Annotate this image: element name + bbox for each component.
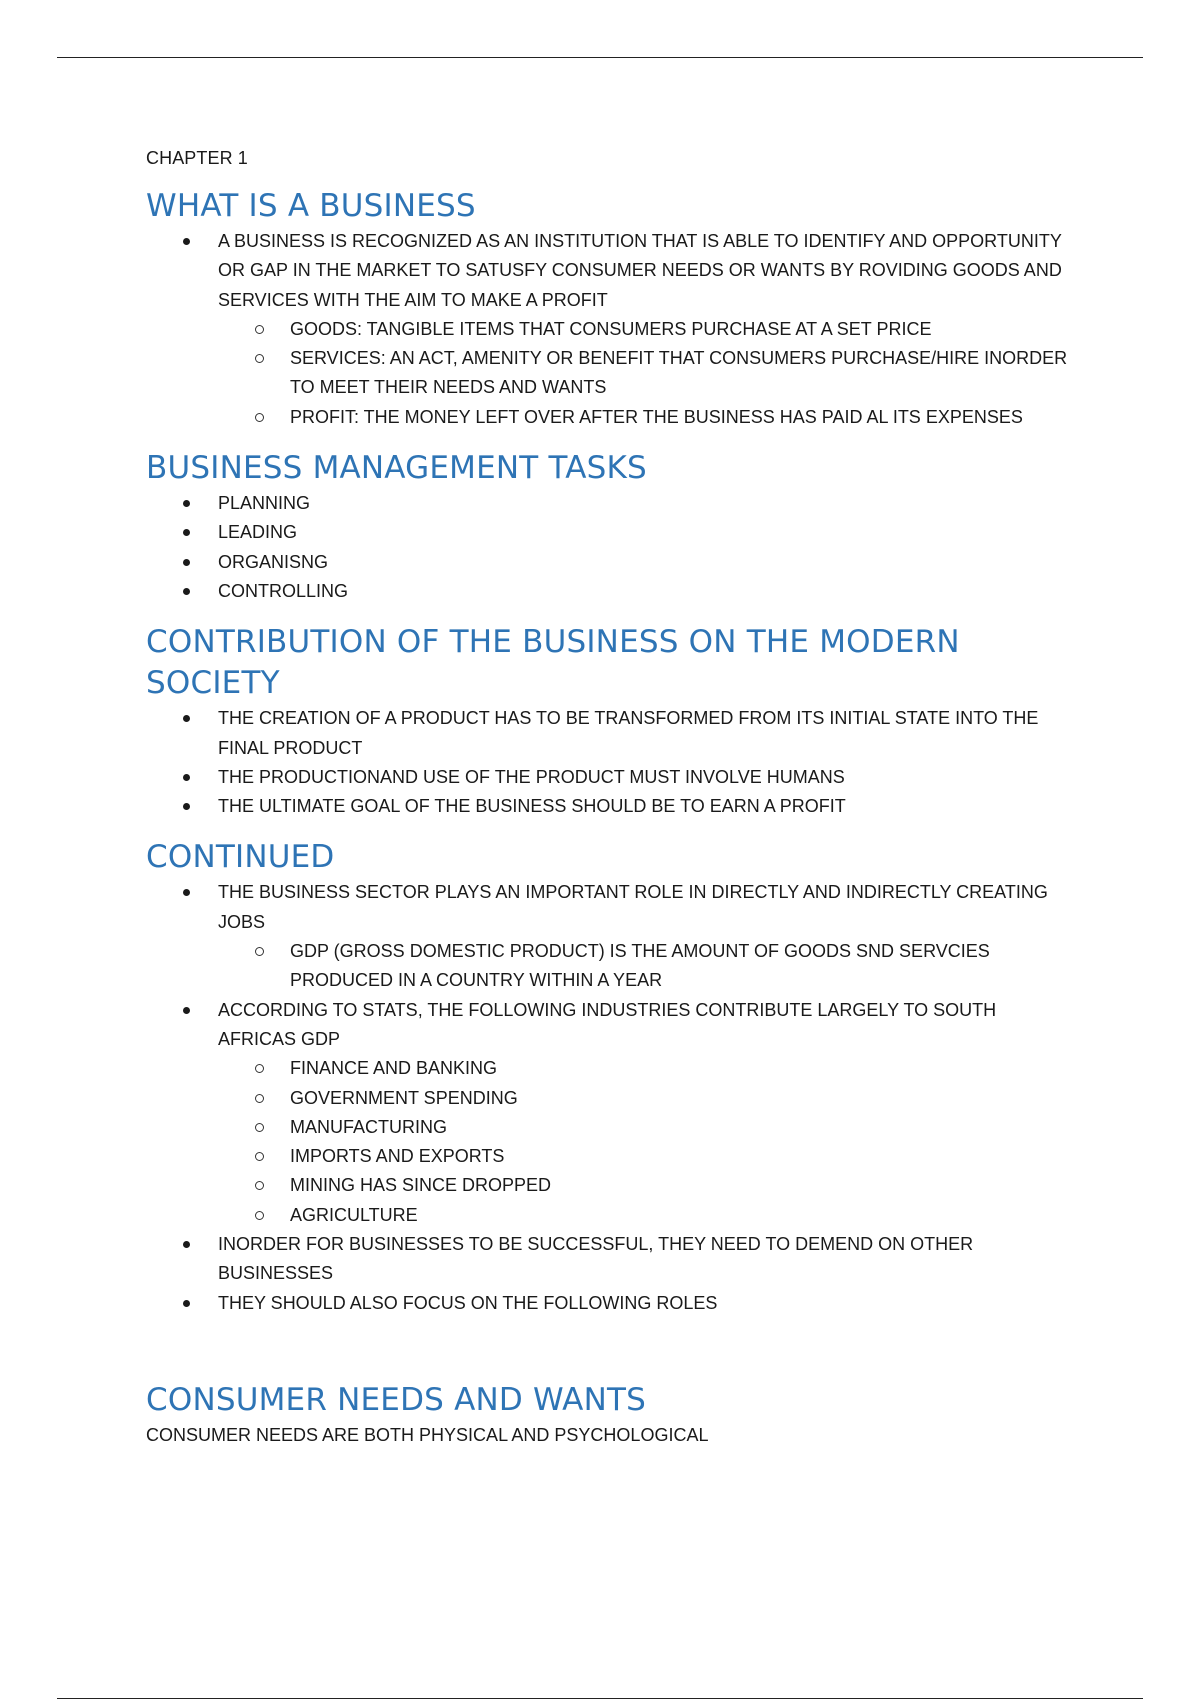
section-heading: BUSINESS MANAGEMENT TASKS xyxy=(146,450,647,487)
sub-list-item: MINING HAS SINCE DROPPED xyxy=(218,1171,1076,1200)
sub-list-item: MANUFACTURING xyxy=(218,1113,1076,1142)
list-item xyxy=(146,1230,1076,1289)
bullet-list xyxy=(146,227,1076,432)
bullet-list xyxy=(146,704,1076,821)
sub-list-item: GOODS: TANGIBLE ITEMS THAT CONSUMERS PURCHASE AT A SET PRICE xyxy=(218,315,1076,344)
paragraph: CONSUMER NEEDS ARE BOTH PHYSICAL AND PSYCHOLOGICAL xyxy=(146,1424,709,1445)
list-item xyxy=(146,996,1076,1230)
list-item-text: ACCORDING TO STATS, THE FOLLOWING INDUSTRIES CONTRIBUTE LARGELY TO SOUTH AFRICAS GDP xyxy=(218,999,997,1049)
document-body xyxy=(146,146,1076,1450)
sub-list-item: IMPORTS AND EXPORTS xyxy=(218,1142,1076,1171)
list-item xyxy=(146,489,1076,518)
section-heading: CONSUMER NEEDS AND WANTS xyxy=(146,1381,646,1418)
list-item-text: CONTROLLING xyxy=(218,580,349,601)
list-item-text: THE BUSINESS SECTOR PLAYS AN IMPORTANT ROLE IN DIRECTLY AND INDIRECTLY CREATING JOBS xyxy=(218,882,1048,932)
list-item-text: INORDER FOR BUSINESSES TO BE SUCCESSFUL, THEY NEED TO DEMEND ON OTHER BUSINESSES xyxy=(218,1234,974,1284)
list-item-text: LEADING xyxy=(218,522,298,543)
sub-list-item: GDP (GROSS DOMESTIC PRODUCT) IS THE AMOUNT OF GOODS SND SERVCIES PRODUCED IN A COUNTRY WITHIN A YEAR xyxy=(218,937,1076,996)
section-heading: CONTRIBUTION OF THE BUSINESS ON THE MODERN SOCIETY xyxy=(146,624,960,702)
sub-list-item: PROFIT: THE MONEY LEFT OVER AFTER THE BUSINESS HAS PAID AL ITS EXPENSES xyxy=(218,403,1076,432)
list-item xyxy=(146,227,1076,432)
list-item-text: PLANNING xyxy=(218,493,311,514)
list-item-text: THE PRODUCTIONAND USE OF THE PRODUCT MUST INVOLVE HUMANS xyxy=(218,766,845,787)
list-item xyxy=(146,1289,1076,1318)
sub-bullet-list xyxy=(146,937,1076,996)
sub-bullet-list xyxy=(146,315,1076,432)
sub-list-item: AGRICULTURE xyxy=(218,1201,1076,1230)
section-heading: CONTINUED xyxy=(146,839,335,876)
list-item xyxy=(146,878,1076,995)
sub-list-item: GOVERNMENT SPENDING xyxy=(218,1084,1076,1113)
list-item-text: A BUSINESS IS RECOGNIZED AS AN INSTITUTION THAT IS ABLE TO IDENTIFY AND OPPORTUNITY OR GAP IN THE MARKET TO SATUSFY CONSUMER NEEDS OR WANTS BY ROVIDING GOODS AND SERVICES WITH THE AIM TO MAKE A PROFIT xyxy=(218,231,1062,310)
list-item-text: ORGANISNG xyxy=(218,551,329,572)
list-item-text: THE CREATION OF A PRODUCT HAS TO BE TRANSFORMED FROM ITS INITIAL STATE INTO THE FINAL PRODUCT xyxy=(218,708,1039,758)
section-heading: WHAT IS A BUSINESS xyxy=(146,188,476,224)
sub-list-item: FINANCE AND BANKING xyxy=(218,1054,1076,1083)
list-item xyxy=(146,577,1076,606)
list-item xyxy=(146,792,1076,821)
chapter-label: CHAPTER 1 xyxy=(146,148,248,168)
list-item-text: THE ULTIMATE GOAL OF THE BUSINESS SHOULD BE TO EARN A PROFIT xyxy=(218,796,846,817)
sub-bullet-list xyxy=(146,1054,1076,1230)
page-bottom-rule xyxy=(57,1698,1143,1699)
list-item xyxy=(146,763,1076,792)
list-item-text: THEY SHOULD ALSO FOCUS ON THE FOLLOWING ROLES xyxy=(218,1292,718,1313)
list-item xyxy=(146,548,1076,577)
page-top-rule xyxy=(57,57,1143,58)
list-item xyxy=(146,704,1076,763)
list-item xyxy=(146,518,1076,547)
bullet-list xyxy=(146,878,1076,1317)
bullet-list xyxy=(146,489,1076,606)
sub-list-item: SERVICES: AN ACT, AMENITY OR BENEFIT THAT CONSUMERS PURCHASE/HIRE INORDER TO MEET THEIR NEEDS AND WANTS xyxy=(218,344,1076,403)
